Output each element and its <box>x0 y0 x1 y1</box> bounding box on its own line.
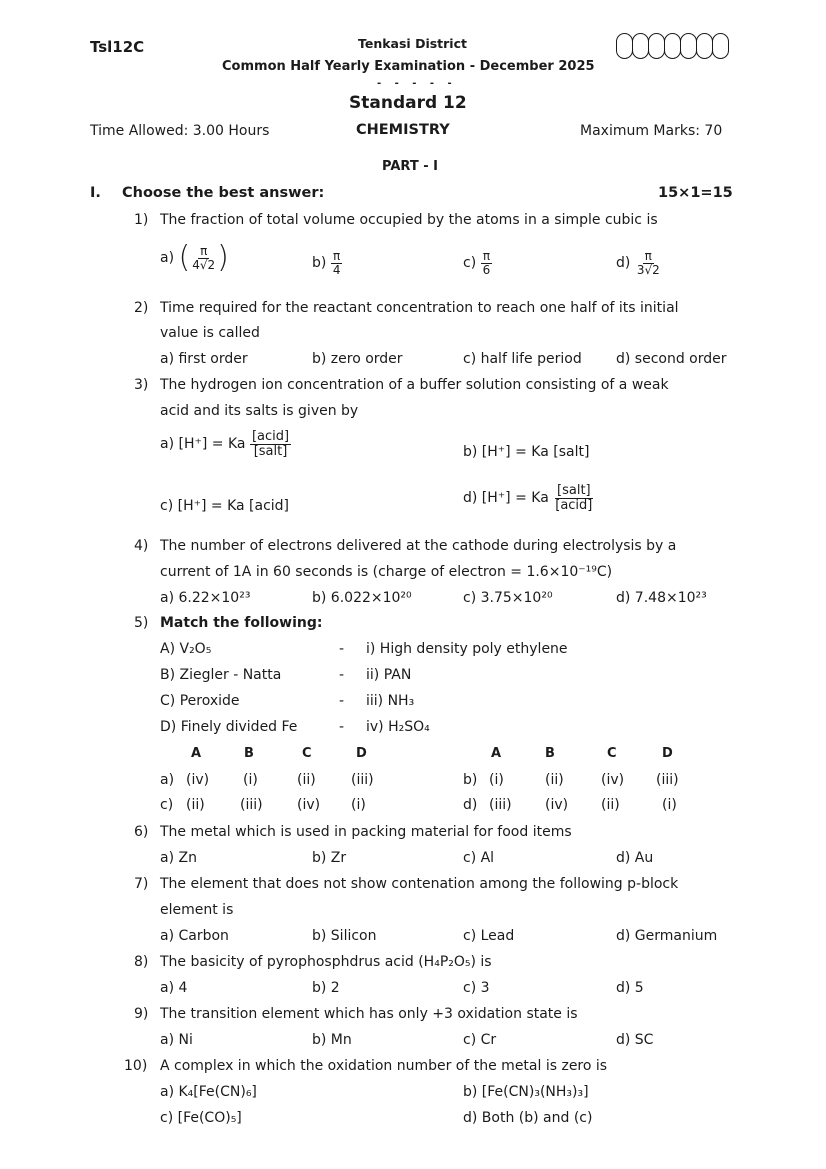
option-b: b) Silicon <box>312 928 377 944</box>
column-head: B <box>545 746 555 761</box>
header-dashes: - - - - - <box>377 78 457 89</box>
question-text: Match the following: <box>160 615 323 631</box>
match-dash: - <box>339 641 345 657</box>
option-a: a) 4 <box>160 980 188 996</box>
question-text: The transition element which has only +3 oxidation state is <box>160 1006 578 1022</box>
district-name: Tenkasi District <box>358 36 467 51</box>
match-value: (iii) <box>351 772 374 788</box>
question-text: The basicity of pyrophosphdrus acid (H₄P₂O₅) is <box>160 954 492 970</box>
option-d: d) 5 <box>616 980 644 996</box>
numerator: π <box>482 249 491 263</box>
register-box <box>616 33 633 59</box>
register-box <box>648 33 665 59</box>
question-number: 1) <box>134 212 149 228</box>
numerator: π <box>200 243 208 258</box>
question-text: The fraction of total volume occupied by the atoms in a simple cubic is <box>160 212 658 228</box>
fraction <box>250 430 291 458</box>
option-d <box>616 250 662 276</box>
question-text: The metal which is used in packing material for food items <box>160 824 572 840</box>
option-a <box>160 240 229 275</box>
option-c: c) 3.75×10²⁰ <box>463 590 553 606</box>
option-b: b) 6.022×10²⁰ <box>312 590 412 606</box>
option-d: d) Germanium <box>616 928 718 944</box>
question-text: The hydrogen ion concentration of a buffer solution consisting of a weak <box>160 377 669 393</box>
column-head: B <box>244 746 254 761</box>
option-b: b) 2 <box>312 980 340 996</box>
paren-right: ) <box>217 240 229 275</box>
match-option-label: d) <box>463 797 478 813</box>
question-number: 7) <box>134 876 149 892</box>
match-value: (ii) <box>186 797 205 813</box>
denominator: [acid] <box>555 497 593 513</box>
option-c: c) Al <box>463 850 495 866</box>
column-head: D <box>662 746 673 761</box>
match-value: (iv) <box>601 772 625 788</box>
option-a: a) Carbon <box>160 928 229 944</box>
match-value: (iv) <box>186 772 210 788</box>
paper-code: Tsl12C <box>90 38 145 56</box>
option-b: b) [H⁺] = Ka [salt] <box>463 444 590 460</box>
register-box <box>632 33 649 59</box>
option-label: c) <box>463 255 477 272</box>
match-left-item: D) Finely divided Fe <box>160 719 298 735</box>
question-text-continued: value is called <box>160 325 260 341</box>
register-box <box>712 33 729 59</box>
register-box <box>664 33 681 59</box>
option-b: b) [Fe(CN)₃(NH₃)₃] <box>463 1084 589 1100</box>
paren-left: ( <box>178 240 191 275</box>
option-label: d) <box>616 255 631 272</box>
option-a: a) Ni <box>160 1032 193 1048</box>
option-c: c) Cr <box>463 1032 497 1048</box>
option-d <box>463 484 594 512</box>
option-text: a) [H⁺] = Ka <box>160 436 246 453</box>
match-value: (ii) <box>297 772 316 788</box>
option-b: b) Zr <box>312 850 347 866</box>
match-value: (iv) <box>297 797 321 813</box>
match-dash: - <box>339 719 345 735</box>
fraction <box>481 250 493 276</box>
register-box <box>696 33 713 59</box>
denominator: 3√2 <box>636 262 660 277</box>
part-title: PART - I <box>382 159 438 174</box>
numerator: π <box>333 249 341 263</box>
match-right-item: iii) NH₃ <box>366 693 415 709</box>
option-b <box>312 250 342 276</box>
option-a: a) Zn <box>160 850 197 866</box>
match-value: (iii) <box>489 797 512 813</box>
match-right-item: ii) PAN <box>366 667 412 683</box>
column-head: D <box>356 746 367 761</box>
column-head: C <box>607 746 617 761</box>
numerator: [acid] <box>251 429 290 444</box>
register-number-boxes <box>616 33 728 59</box>
option-c: c) [Fe(CO)₅] <box>160 1110 242 1126</box>
numerator: [salt] <box>557 483 591 498</box>
fraction <box>331 250 343 276</box>
match-value: (i) <box>489 772 504 788</box>
question-number: 10) <box>124 1058 148 1074</box>
fraction <box>553 484 594 512</box>
option-d: d) Au <box>616 850 654 866</box>
option-c: c) Lead <box>463 928 515 944</box>
section-marks: 15×1=15 <box>658 185 733 201</box>
question-text-continued: current of 1A in 60 seconds is (charge of electron = 1.6×10⁻¹⁹C) <box>160 564 613 580</box>
question-text: A complex in which the oxidation number of the metal is zero is <box>160 1058 608 1074</box>
match-value: (iv) <box>545 797 569 813</box>
option-d: d) Both (b) and (c) <box>463 1110 593 1126</box>
match-right-item: i) High density poly ethylene <box>366 641 568 657</box>
denominator: 6 <box>482 262 491 277</box>
question-text-continued: acid and its salts is given by <box>160 403 359 419</box>
column-head: C <box>302 746 312 761</box>
option-c: c) 3 <box>463 980 490 996</box>
subject-title: CHEMISTRY <box>356 122 450 138</box>
option-d: d) second order <box>616 351 727 367</box>
question-number: 8) <box>134 954 149 970</box>
question-number: 4) <box>134 538 149 554</box>
match-value: (ii) <box>601 797 620 813</box>
question-text: The number of electrons delivered at the cathode during electrolysis by a <box>160 538 677 554</box>
match-left-item: B) Ziegler - Natta <box>160 667 282 683</box>
option-a <box>160 430 291 458</box>
question-number: 5) <box>134 615 149 631</box>
option-label: b) <box>312 255 327 272</box>
match-value: (i) <box>243 772 258 788</box>
match-left-item: C) Peroxide <box>160 693 240 709</box>
option-d: d) 7.48×10²³ <box>616 590 707 606</box>
match-right-item: iv) H₂SO₄ <box>366 719 430 735</box>
match-value: (iii) <box>656 772 679 788</box>
denominator: [salt] <box>253 443 288 459</box>
numerator: π <box>644 249 652 263</box>
register-box <box>680 33 697 59</box>
match-value: (i) <box>351 797 366 813</box>
denominator: 4√2 <box>192 257 216 272</box>
option-d: d) SC <box>616 1032 654 1048</box>
option-c <box>463 250 492 276</box>
section-title: Choose the best answer: <box>122 185 325 201</box>
option-text: d) [H⁺] = Ka <box>463 490 549 507</box>
match-value: (iii) <box>240 797 263 813</box>
question-number: 2) <box>134 300 149 316</box>
option-label: a) <box>160 250 175 266</box>
match-value: (ii) <box>545 772 564 788</box>
option-b: b) Mn <box>312 1032 352 1048</box>
option-b: b) zero order <box>312 351 403 367</box>
fraction <box>635 250 662 276</box>
option-a: a) first order <box>160 351 248 367</box>
option-c: c) half life period <box>463 351 582 367</box>
match-dash: - <box>339 667 345 683</box>
option-a: a) K₄[Fe(CN)₆] <box>160 1084 257 1100</box>
match-option-label: b) <box>463 772 478 788</box>
exam-title: Common Half Yearly Examination - December 2025 <box>222 59 595 74</box>
match-dash: - <box>339 693 345 709</box>
match-left-item: A) V₂O₅ <box>160 641 212 657</box>
question-text: The element that does not show contenation among the following p-block <box>160 876 679 892</box>
time-allowed: Time Allowed: 3.00 Hours <box>90 123 270 139</box>
denominator: 4 <box>332 262 341 277</box>
question-number: 6) <box>134 824 149 840</box>
match-value: (i) <box>662 797 677 813</box>
question-number: 9) <box>134 1006 149 1022</box>
standard-title: Standard 12 <box>349 93 467 113</box>
question-text: Time required for the reactant concentration to reach one half of its initial <box>160 300 679 316</box>
match-option-label: a) <box>160 772 175 788</box>
option-c: c) [H⁺] = Ka [acid] <box>160 498 290 514</box>
option-a: a) 6.22×10²³ <box>160 590 251 606</box>
section-roman: I. <box>90 185 101 201</box>
question-text-continued: element is <box>160 902 234 918</box>
maximum-marks: Maximum Marks: 70 <box>580 123 723 139</box>
question-number: 3) <box>134 377 149 393</box>
column-head: A <box>491 746 502 761</box>
match-option-label: c) <box>160 797 174 813</box>
column-head: A <box>191 746 202 761</box>
fraction <box>190 245 217 271</box>
